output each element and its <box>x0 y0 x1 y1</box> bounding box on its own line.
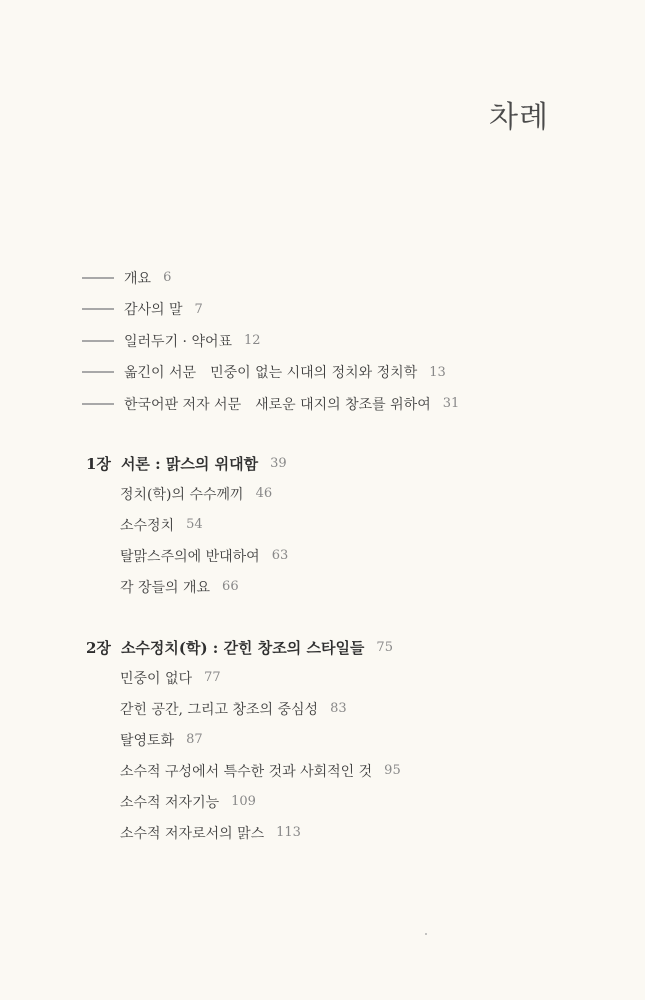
section-label: 소수적 구성에서 특수한 것과 사회적인 것 <box>120 763 373 780</box>
dash-marker <box>82 340 114 342</box>
chapter-title: 서론 : 맑스의 위대함 <box>120 454 259 473</box>
section-page: 77 <box>204 670 221 685</box>
section-label: 탈맑스주의에 반대하여 <box>120 548 260 565</box>
section-label: 소수정치 <box>120 517 175 534</box>
section-label: 소수적 저자로서의 맑스 <box>120 825 265 842</box>
toc-entry-label: 일러두기 · 약어표 <box>124 333 233 350</box>
toc-entry <box>82 262 602 294</box>
section-label: 민중이 없다 <box>120 670 193 687</box>
toc-entry-page: 31 <box>442 396 460 412</box>
front-matter-list <box>82 262 602 420</box>
section-page: 63 <box>271 548 289 563</box>
section-label: 각 장들의 개요 <box>120 579 211 596</box>
section-entry <box>120 540 606 571</box>
section-page: 113 <box>276 825 301 840</box>
chapter-number: 2장 <box>86 638 111 657</box>
toc-entry-page: 12 <box>244 333 261 349</box>
toc-entry <box>82 325 602 357</box>
toc-entry <box>82 388 602 420</box>
section-label: 소수적 저자기능 <box>120 794 220 811</box>
section-page: 83 <box>330 701 347 716</box>
toc-entry-page: 6 <box>163 270 172 286</box>
toc-entry-subtitle: 민중이 없는 시대의 정치와 정치학 <box>210 365 418 382</box>
toc-entry-label: 옮긴이 서문 <box>124 365 197 382</box>
toc-entry-label: 감사의 말 <box>124 302 183 319</box>
dash-marker <box>82 371 114 373</box>
section-label: 탈영토화 <box>120 732 175 749</box>
section-entry <box>120 478 606 509</box>
toc-entry-label: 한국어판 저자 서문 <box>124 396 242 413</box>
section-entry <box>120 571 606 602</box>
section-entry <box>120 662 606 693</box>
dash-marker <box>82 277 114 279</box>
section-page: 46 <box>255 486 273 501</box>
toc-entry-label: 개요 <box>124 270 152 287</box>
chapter-title: 소수정치(학) : 갇힌 창조의 스타일들 <box>120 638 365 657</box>
chapter-heading <box>86 448 606 478</box>
section-entry <box>120 786 606 817</box>
section-label: 정치(학)의 수수께끼 <box>120 486 244 503</box>
section-entry <box>120 509 606 540</box>
section-page: 87 <box>186 732 203 747</box>
chapter-2 <box>86 632 606 848</box>
dash-marker <box>82 308 114 310</box>
section-page: 109 <box>231 794 256 809</box>
page-title: 차례 <box>489 100 549 135</box>
section-page: 95 <box>384 763 401 778</box>
chapter-1 <box>86 448 606 602</box>
toc-entry-subtitle: 새로운 대지의 창조를 위하여 <box>255 396 431 413</box>
dash-marker <box>82 403 114 405</box>
section-entry <box>120 755 606 786</box>
section-label: 갇힌 공간, 그리고 창조의 중심성 <box>120 701 319 718</box>
chapter-number: 1장 <box>86 454 111 473</box>
section-entry <box>120 693 606 724</box>
paper-speck <box>425 933 427 935</box>
chapter-page: 75 <box>376 639 393 655</box>
section-page: 54 <box>186 517 203 532</box>
section-entry <box>120 724 606 755</box>
toc-entry-page: 7 <box>194 301 203 317</box>
chapter-heading <box>86 632 606 662</box>
toc-entry <box>82 357 602 389</box>
toc-entry <box>82 294 602 326</box>
section-page: 66 <box>222 579 239 594</box>
toc-entry-page: 13 <box>429 364 446 380</box>
chapter-page: 39 <box>270 455 287 471</box>
section-entry <box>120 817 606 848</box>
